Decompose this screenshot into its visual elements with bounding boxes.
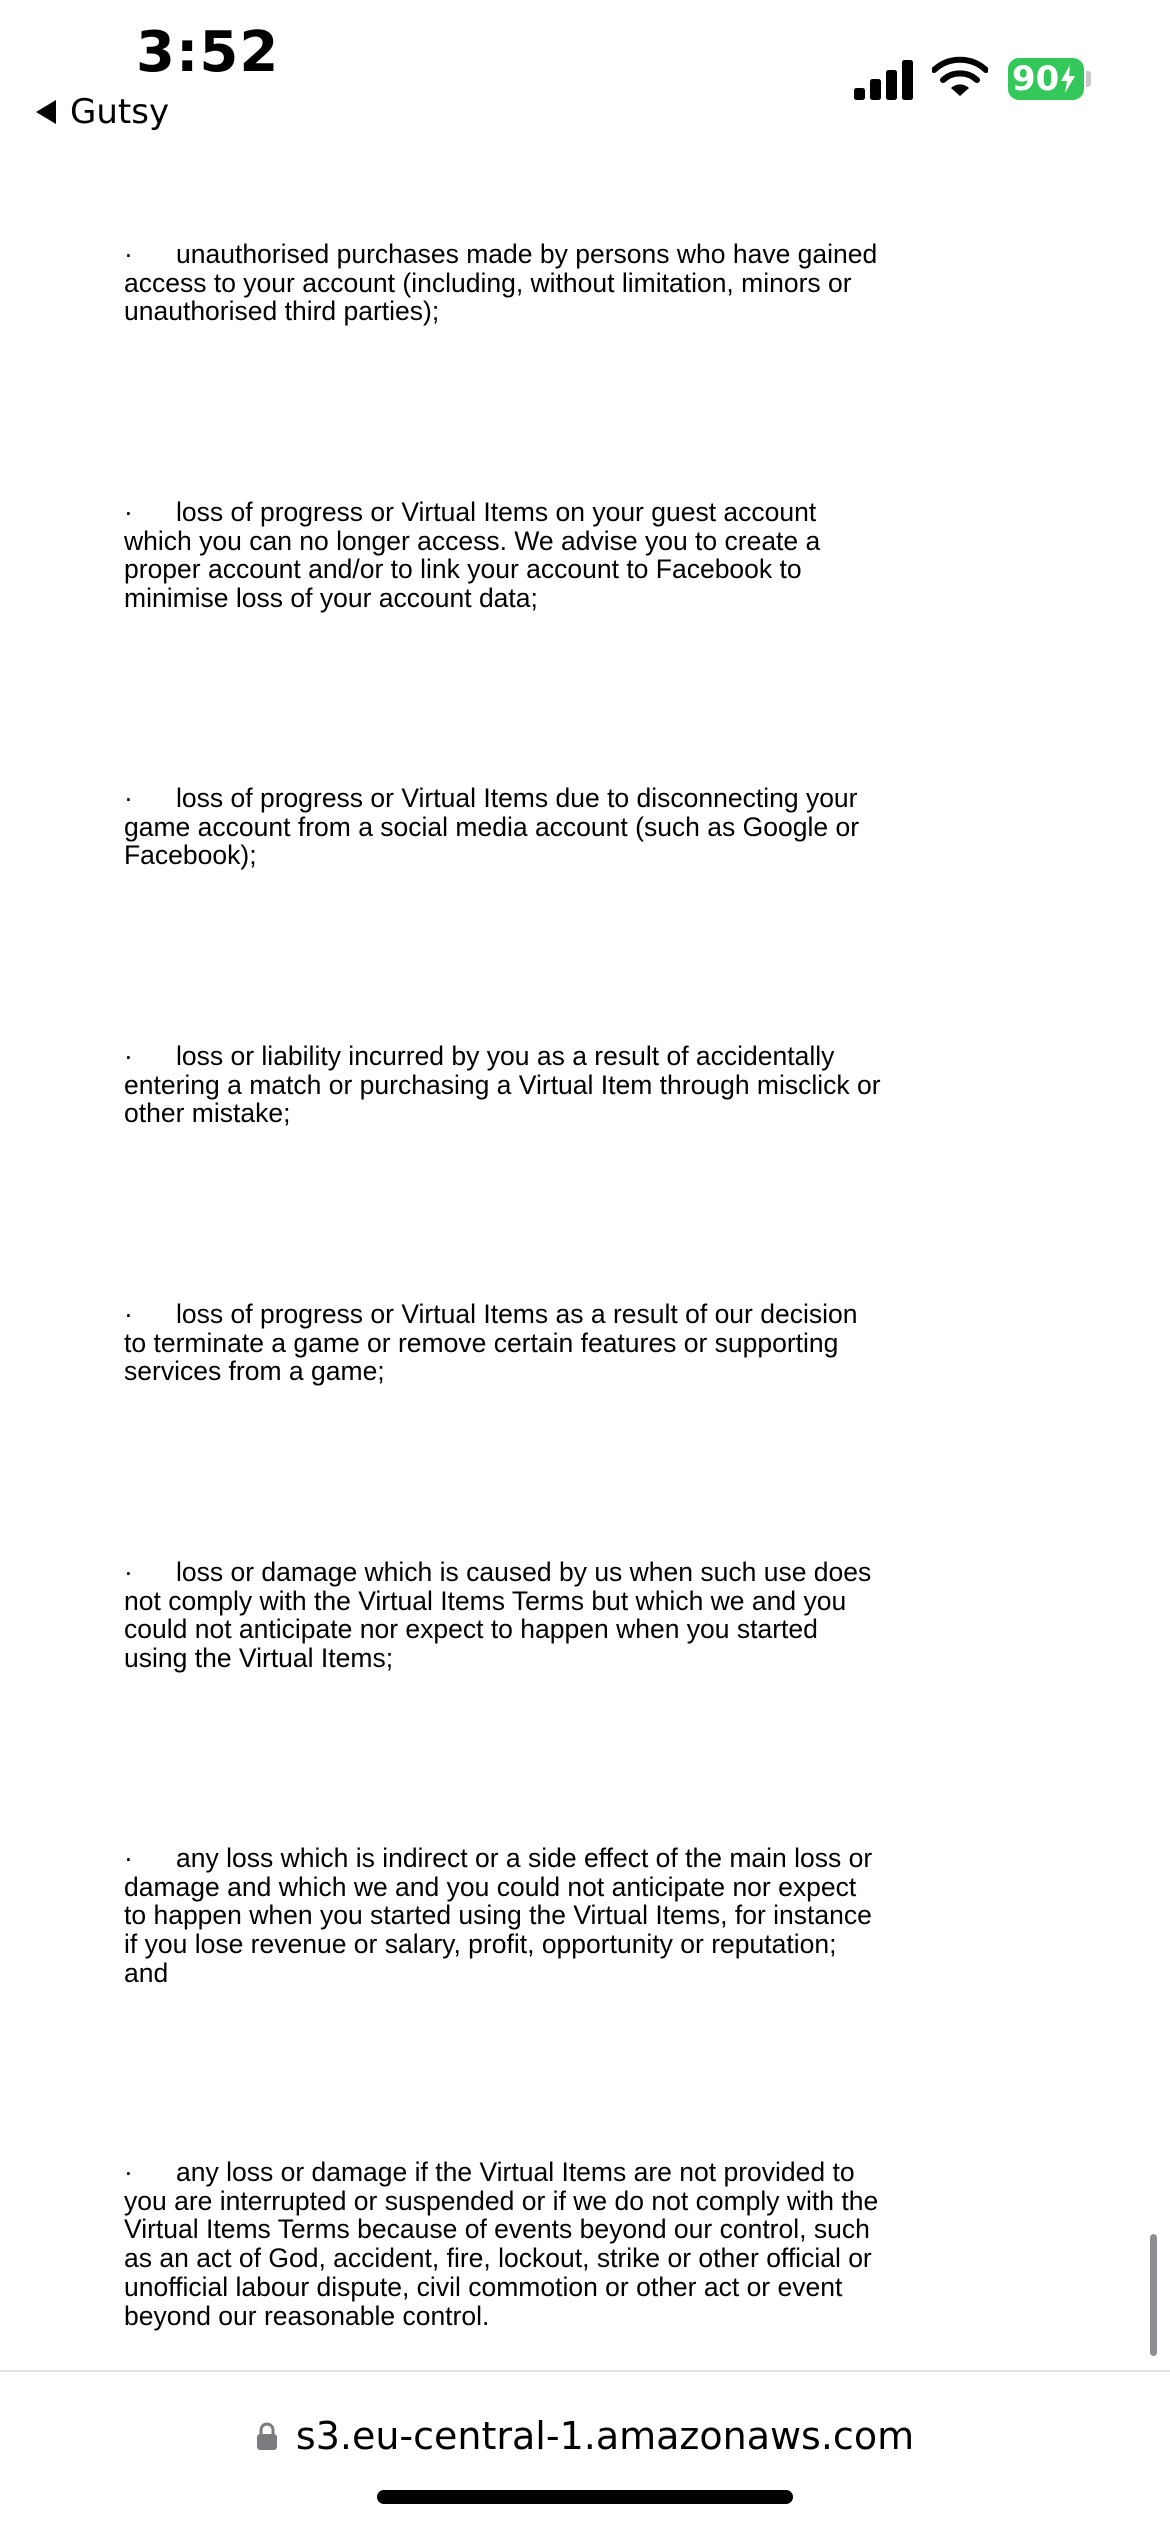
paragraph-text: any loss or damage if the Virtual Items are not provided to you are interrupted or suspended or if we do not comply with the Virtual Items Terms because of events beyond our control, such as an act of God, accident, fire, lockout, strike or other official or unofficial labour dispute, civil commotion or other act or event beyond our reasonable control.	[124, 2157, 879, 2331]
bullet-marker: ·	[124, 1299, 133, 1329]
battery-level: 90	[1012, 59, 1060, 99]
bullet-marker: ·	[124, 1843, 133, 1873]
terms-paragraph	[124, 240, 884, 326]
back-to-app-button[interactable]	[36, 88, 169, 136]
paragraph-text: unauthorised purchases made by persons who have gained access to your account (including, without limitation, minors or unauthorised third parties);	[124, 239, 878, 327]
terms-paragraph	[124, 498, 884, 613]
terms-paragraph	[124, 2158, 884, 2330]
terms-paragraph	[124, 1042, 884, 1128]
wifi-icon	[932, 56, 988, 98]
paragraph-text: loss of progress or Virtual Items on your guest account which you can no longer access. We advise you to create a proper account and/or to link your account to Facebook to minimise loss of your account data;	[124, 497, 821, 614]
scroll-indicator[interactable]	[1150, 2234, 1157, 2356]
cellular-signal-icon	[854, 60, 914, 100]
paragraph-text: loss of progress or Virtual Items as a result of our decision to terminate a game or remove certain features or supporting services from a game;	[124, 1299, 858, 1387]
battery-cap	[1086, 71, 1091, 87]
paragraph-text: loss or damage which is caused by us when such use does not comply with the Virtual Items Terms but which we and you could not anticipate nor expect to happen when you started using the Virtual Items;	[124, 1557, 872, 1674]
charging-bolt-icon	[1060, 65, 1076, 93]
url-field[interactable]	[0, 2414, 1170, 2458]
lock-icon	[256, 2421, 278, 2451]
address-bar	[0, 2370, 1170, 2534]
battery-body	[1008, 58, 1084, 100]
bullet-marker: ·	[124, 2157, 133, 2187]
home-indicator[interactable]	[377, 2490, 793, 2504]
bullet-marker: ·	[124, 239, 133, 269]
back-app-label: Gutsy	[70, 92, 170, 132]
paragraph-text: loss or liability incurred by you as a result of accidentally entering a match or purchasing a Virtual Item through misclick or other mistake;	[124, 1041, 881, 1129]
terms-paragraph	[124, 784, 884, 870]
terms-paragraph	[124, 1844, 884, 1988]
paragraph-text: any loss which is indirect or a side effect of the main loss or damage and which we and you could not anticipate nor expect to happen when you started using the Virtual Items, for instance if you lose revenue or salary, profit, opportunity or reputation; and	[124, 1843, 873, 1988]
battery-indicator	[1008, 58, 1092, 100]
terms-paragraph	[124, 1300, 884, 1386]
url-text: s3.eu-central-1.amazonaws.com	[295, 2414, 915, 2458]
terms-paragraph	[124, 1558, 884, 1673]
bullet-marker: ·	[124, 783, 133, 813]
back-triangle-icon	[36, 100, 56, 124]
bullet-marker: ·	[124, 1557, 133, 1587]
paragraph-text: loss of progress or Virtual Items due to disconnecting your game account from a social media account (such as Google or Facebook);	[124, 783, 860, 871]
bullet-marker: ·	[124, 1041, 133, 1071]
status-time: 3:52	[136, 20, 280, 85]
bullet-marker: ·	[124, 497, 133, 527]
